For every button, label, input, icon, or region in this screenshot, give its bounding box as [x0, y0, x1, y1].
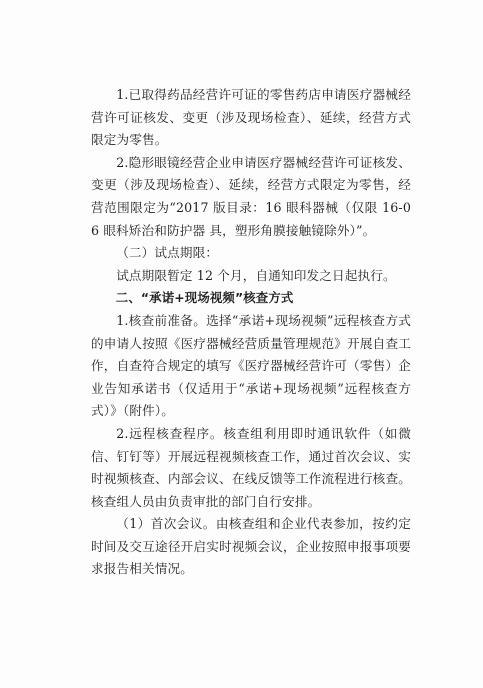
paragraph-retail-pharmacy: 1.已取得药品经营许可证的零售药店申请医疗器械经营许可证核发、变更（涉及现场检查）、延续，经营方式限定为零售。	[91, 87, 411, 148]
paragraph-contact-lens: 2.隐形眼镜经营企业申请医疗器械经营许可证核发、变更（涉及现场检查）、延续，经营方式限定为零售，经营范围限定为“2017 版目录：16 眼科器械（仅限 16-06 眼科矫治和防护器 具，塑形角膜接触镜除外）”。	[91, 154, 411, 238]
subheading-pilot-period: （二）试点期限：	[116, 245, 219, 261]
section-heading-verification-method: 二、“承诺+现场视频”核查方式	[115, 290, 294, 306]
paragraph-first-meeting: （1）首次会议。由核查组和企业代表参加，按约定时间及交互途径开启实时视频会议，企业按照申报事项要求报告相关情况。	[91, 516, 411, 577]
paragraph-pilot-period: 试点期限暂定 12 个月，自通知印发之日起执行。	[116, 267, 396, 283]
paragraph-preparation: 1.核查前准备。选择“承诺+现场视频”远程核查方式的申请人按照《医疗器械经营质量管理规范》开展自查工作，自查符合规定的填写《医疗器械经营许可（零售）企业告知承诺书（仅适用于“承诺+现场视频”远程核查方式）》（附件）。	[91, 312, 411, 419]
paragraph-remote-procedure: 2.远程核查程序。核查组利用即时通讯软件（如微信、钉钉等）开展远程视频核查工作，通过首次会议、实时视频核查、内部会议、在线反馈等工作流程进行核查。核查组人员由负责审批的部门自行安排。	[91, 425, 411, 509]
document-body	[91, 84, 411, 581]
